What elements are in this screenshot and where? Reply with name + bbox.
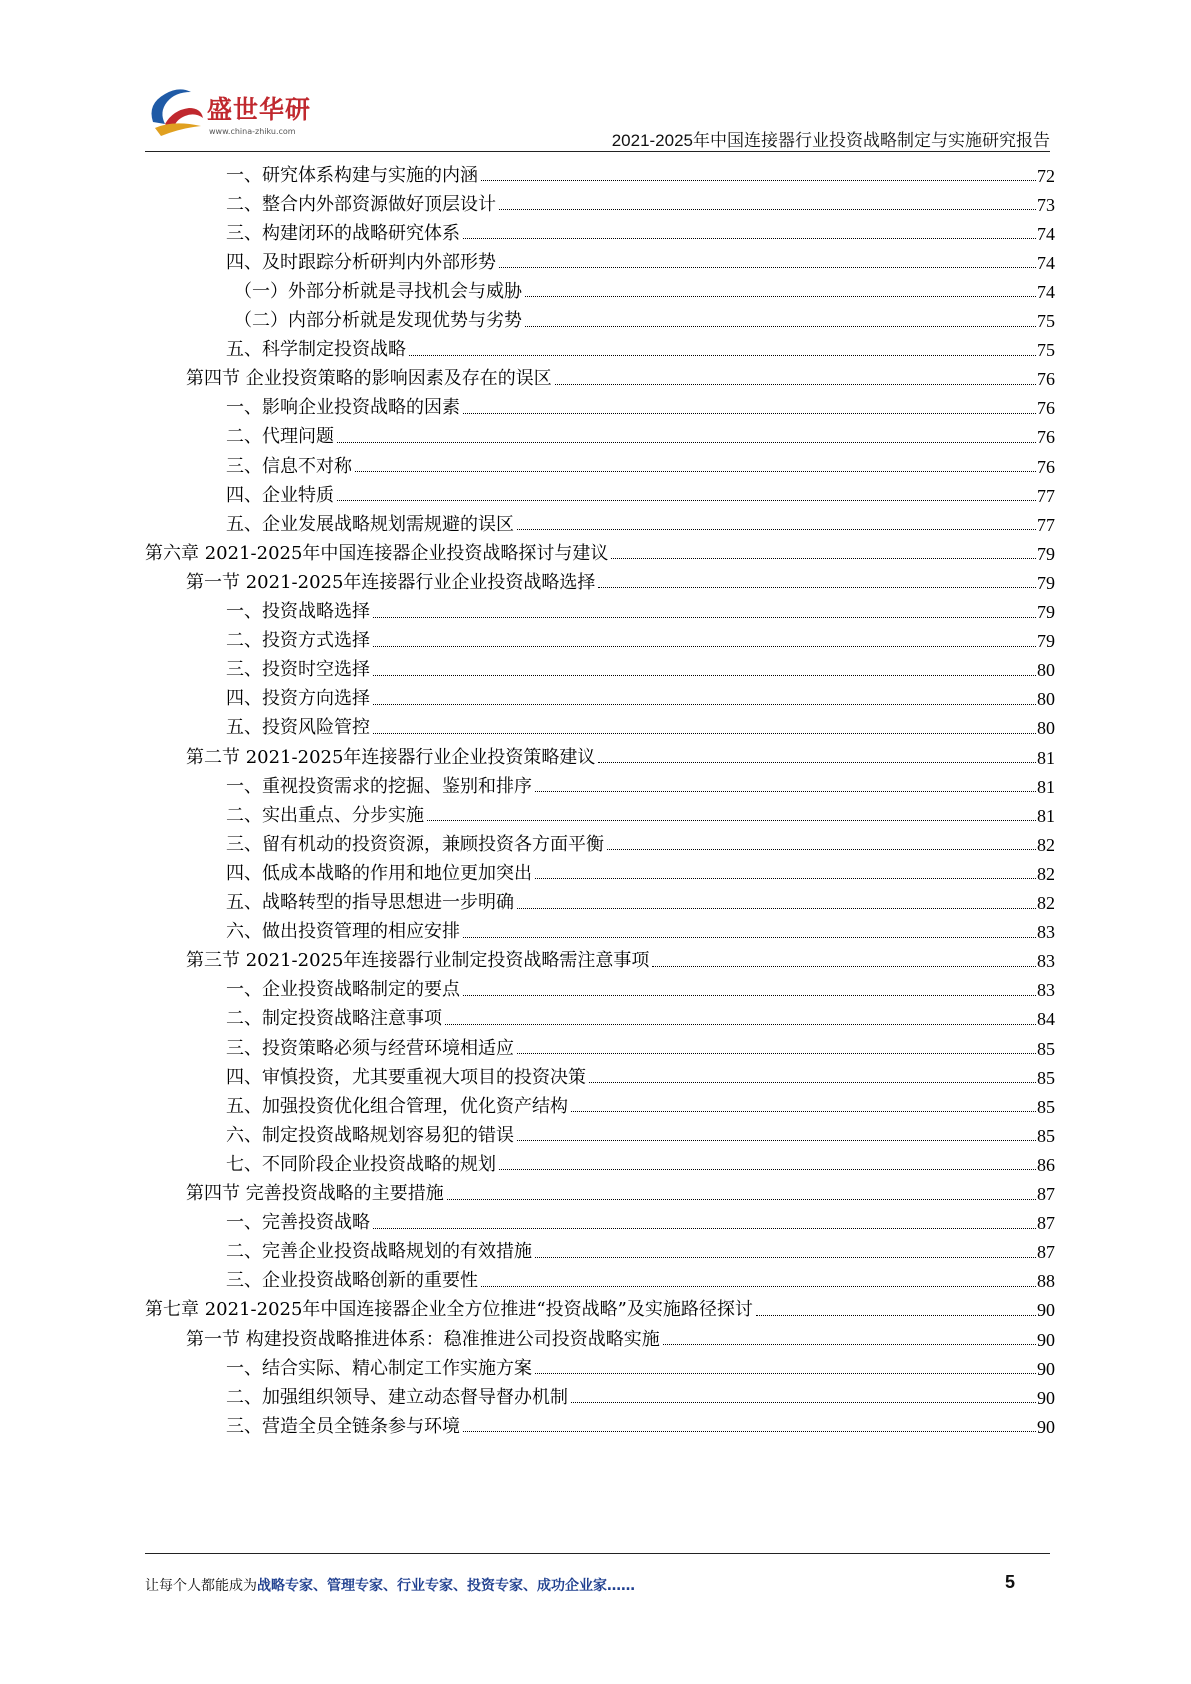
toc-entry[interactable] xyxy=(226,597,1055,628)
toc-entry-title: 三、构建闭环的战略研究体系 xyxy=(226,222,460,244)
dot-leader xyxy=(525,282,1036,297)
dot-leader xyxy=(535,777,1036,792)
toc-entry-title: 五、企业发展战略规划需规避的误区 xyxy=(226,513,514,535)
toc-entry-title: 一、研究体系构建与实施的内涵 xyxy=(226,164,478,186)
toc-entry[interactable] xyxy=(186,567,1055,598)
dot-leader xyxy=(517,1039,1036,1054)
toc-entry[interactable] xyxy=(226,829,1055,860)
dot-leader xyxy=(517,515,1036,530)
toc-entry-title: 四、低成本战略的作用和地位更加突出 xyxy=(226,862,532,884)
toc-entry-page: 82 xyxy=(1037,834,1055,855)
toc-entry-title: 三、投资策略必须与经营环境相适应 xyxy=(226,1037,514,1059)
dot-leader xyxy=(598,748,1036,763)
dot-leader xyxy=(499,195,1036,210)
header-divider xyxy=(145,151,1050,152)
toc-entry-page: 79 xyxy=(1037,631,1055,652)
footer-divider xyxy=(145,1553,1050,1554)
toc-entry[interactable] xyxy=(226,1149,1055,1180)
toc-entry[interactable] xyxy=(226,655,1055,686)
toc-entry-page: 80 xyxy=(1037,660,1055,681)
dot-leader xyxy=(373,603,1036,618)
toc-entry-page: 86 xyxy=(1037,1154,1055,1175)
toc-entry-title: 二、制定投资战略注意事项 xyxy=(226,1008,442,1030)
dot-leader xyxy=(571,1388,1036,1403)
toc-entry-page: 82 xyxy=(1037,863,1055,884)
toc-entry-title: 三、留有机动的投资资源，兼顾投资各方面平衡 xyxy=(226,833,604,855)
toc-entry[interactable] xyxy=(226,451,1055,482)
toc-entry-page: 81 xyxy=(1037,776,1055,797)
dot-leader xyxy=(445,1010,1036,1025)
toc-entry-page: 72 xyxy=(1037,165,1055,186)
dot-leader xyxy=(517,894,1036,909)
dot-leader xyxy=(499,253,1036,268)
toc-entry[interactable] xyxy=(226,189,1055,220)
toc-entry[interactable] xyxy=(226,1266,1055,1297)
toc-entry[interactable] xyxy=(226,1353,1055,1384)
toc-entry-title: 第七章 2021-2025年中国连接器企业全方位推进“投资战略”及实施路径探讨 xyxy=(145,1299,753,1321)
toc-entry[interactable] xyxy=(226,218,1055,249)
toc-entry-title: 五、加强投资优化组合管理，优化资产结构 xyxy=(226,1095,568,1117)
toc-entry-title: 第三节 2021-2025年连接器行业制定投资战略需注意事项 xyxy=(186,950,650,972)
toc-entry[interactable] xyxy=(186,1324,1055,1355)
dot-leader xyxy=(589,1068,1036,1083)
dot-leader xyxy=(499,1155,1036,1170)
toc-entry-page: 75 xyxy=(1037,311,1055,331)
toc-entry[interactable] xyxy=(226,1004,1055,1035)
toc-entry-title: 五、科学制定投资战略 xyxy=(226,339,406,361)
toc-entry[interactable] xyxy=(234,306,1055,337)
toc-entry-page: 73 xyxy=(1037,194,1055,215)
toc-entry-page: 80 xyxy=(1037,718,1055,739)
toc-entry[interactable] xyxy=(226,1237,1055,1268)
toc-entry[interactable] xyxy=(186,742,1055,773)
slogan-highlight: 战略专家、管理专家、行业专家、投资专家、成功企业家…… xyxy=(257,1578,635,1594)
toc-entry-page: 90 xyxy=(1037,1329,1055,1350)
toc-entry-page: 82 xyxy=(1037,893,1055,913)
toc-entry-title: 一、结合实际、精心制定工作实施方案 xyxy=(226,1357,532,1379)
toc-entry[interactable] xyxy=(226,975,1055,1006)
dot-leader xyxy=(337,428,1036,443)
toc-entry-page: 74 xyxy=(1037,223,1055,244)
dot-leader xyxy=(463,224,1036,239)
dot-leader xyxy=(373,661,1036,676)
toc-entry-title: 三、企业投资战略创新的重要性 xyxy=(226,1270,478,1292)
toc-entry-page: 76 xyxy=(1037,369,1055,390)
toc-entry-page: 85 xyxy=(1037,1067,1055,1088)
toc-entry[interactable] xyxy=(145,538,1055,569)
toc-entry-title: 第六章 2021-2025年中国连接器企业投资战略探讨与建议 xyxy=(145,542,609,564)
toc-entry-page: 83 xyxy=(1037,980,1055,1001)
toc-entry-page: 79 xyxy=(1037,572,1055,593)
toc-entry[interactable] xyxy=(186,364,1055,395)
toc-entry-title: 二、整合内外部资源做好顶层设计 xyxy=(226,193,496,215)
toc-entry-title: 四、企业特质 xyxy=(226,484,334,506)
toc-entry-page: 90 xyxy=(1037,1416,1055,1437)
toc-entry-title: 二、加强组织领导、建立动态督导督办机制 xyxy=(226,1386,568,1408)
toc-entry[interactable] xyxy=(226,1120,1055,1151)
toc-entry[interactable] xyxy=(226,480,1055,511)
dot-leader xyxy=(463,981,1036,996)
toc-entry[interactable] xyxy=(226,247,1055,278)
toc-entry-page: 75 xyxy=(1037,340,1055,361)
dot-leader xyxy=(756,1301,1036,1316)
toc-entry-page: 74 xyxy=(1037,281,1055,302)
toc-entry-title: 二、投资方式选择 xyxy=(226,630,370,652)
toc-entry-title: 五、战略转型的指导思想进一步明确 xyxy=(226,892,514,913)
toc-entry-title: （二）内部分析就是发现优势与劣势 xyxy=(234,310,522,331)
toc-entry[interactable] xyxy=(226,626,1055,657)
toc-entry-title: 二、实出重点、分步实施 xyxy=(226,804,424,826)
toc-entry-title: 四、审慎投资，尤其要重视大项目的投资决策 xyxy=(226,1066,586,1088)
toc-entry-title: 二、完善企业投资战略规划的有效措施 xyxy=(226,1241,532,1263)
toc-entry-page: 88 xyxy=(1037,1271,1055,1292)
toc-entry-title: 二、代理问题 xyxy=(226,426,334,448)
toc-entry[interactable] xyxy=(226,888,1055,919)
toc-entry[interactable] xyxy=(226,509,1055,540)
toc-entry-page: 87 xyxy=(1037,1242,1055,1263)
slogan-prefix: 让每个人都能成为 xyxy=(145,1578,257,1594)
dot-leader xyxy=(663,1330,1036,1345)
toc-entry-page: 90 xyxy=(1037,1387,1055,1408)
toc-entry[interactable] xyxy=(226,684,1055,715)
toc-entry-page: 80 xyxy=(1037,689,1055,710)
toc-entry[interactable] xyxy=(226,422,1055,453)
toc-entry-title: 第四节 企业投资策略的影响因素及存在的误区 xyxy=(186,368,552,390)
toc-entry-title: 六、制定投资战略规划容易犯的错误 xyxy=(226,1124,514,1146)
toc-entry[interactable] xyxy=(226,858,1055,889)
dot-leader xyxy=(373,632,1036,647)
toc-entry-title: 三、信息不对称 xyxy=(226,455,352,477)
toc-entry[interactable] xyxy=(226,1382,1055,1413)
toc-entry-page: 87 xyxy=(1037,1213,1055,1234)
dot-leader xyxy=(535,1359,1036,1374)
toc-entry[interactable] xyxy=(186,1179,1055,1210)
toc-entry[interactable] xyxy=(226,1411,1055,1442)
toc-entry-page: 81 xyxy=(1037,747,1055,768)
logo-name: 盛世华研 xyxy=(207,95,312,124)
toc-entry-title: 一、投资战略选择 xyxy=(226,601,370,622)
toc-entry-page: 76 xyxy=(1037,427,1055,448)
toc-entry-title: （一）外部分析就是寻找机会与威胁 xyxy=(234,280,522,302)
page-header xyxy=(145,76,1050,150)
toc-entry-page: 84 xyxy=(1037,1009,1055,1030)
dot-leader xyxy=(337,486,1036,501)
company-logo xyxy=(145,76,315,146)
toc-entry-title: 一、影响企业投资战略的因素 xyxy=(226,397,460,419)
logo-url: www.china-zhiku.com xyxy=(209,127,296,136)
toc-entry[interactable] xyxy=(226,335,1055,366)
toc-entry-page: 76 xyxy=(1037,398,1055,419)
dot-leader xyxy=(463,399,1036,414)
toc-entry-title: 第一节 构建投资战略推进体系：稳准推进公司投资战略实施 xyxy=(186,1328,660,1350)
toc-entry-page: 87 xyxy=(1037,1184,1055,1204)
dot-leader xyxy=(598,573,1036,588)
toc-entry[interactable] xyxy=(226,1208,1055,1239)
dot-leader xyxy=(517,1126,1036,1141)
toc-entry-title: 四、及时跟踪分析研判内外部形势 xyxy=(226,251,496,273)
toc-entry-page: 90 xyxy=(1037,1358,1055,1379)
dot-leader xyxy=(481,166,1036,181)
report-title: 2021-2025年中国连接器行业投资战略制定与实施研究报告 xyxy=(611,131,1050,150)
toc-entry-title: 七、不同阶段企业投资战略的规划 xyxy=(226,1153,496,1175)
toc-entry-page: 79 xyxy=(1037,602,1055,622)
toc-entry-title: 三、投资时空选择 xyxy=(226,659,370,681)
toc-entry-title: 第四节 完善投资战略的主要措施 xyxy=(186,1183,444,1204)
toc-entry-page: 76 xyxy=(1037,456,1055,477)
toc-entry-page: 83 xyxy=(1037,951,1055,972)
dot-leader xyxy=(373,1214,1036,1229)
toc-entry[interactable] xyxy=(145,1295,1055,1326)
dot-leader xyxy=(355,457,1036,472)
toc-entry-title: 六、做出投资管理的相应安排 xyxy=(226,921,460,943)
logo-icon xyxy=(145,80,207,142)
toc-entry-page: 83 xyxy=(1037,922,1055,943)
toc-entry-page: 77 xyxy=(1037,514,1055,535)
toc-entry-page: 85 xyxy=(1037,1038,1055,1059)
toc-entry-title: 一、完善投资战略 xyxy=(226,1212,370,1234)
toc-entry[interactable] xyxy=(226,1033,1055,1064)
dot-leader xyxy=(652,952,1036,967)
toc-entry[interactable] xyxy=(226,160,1055,191)
toc-entry-page: 85 xyxy=(1037,1125,1055,1146)
dot-leader xyxy=(463,1417,1036,1432)
toc-entry[interactable] xyxy=(186,946,1055,977)
toc-entry-page: 74 xyxy=(1037,252,1055,273)
toc-entry[interactable] xyxy=(226,917,1055,948)
dot-leader xyxy=(525,312,1036,327)
toc-entry-page: 85 xyxy=(1037,1096,1055,1117)
toc-entry-title: 三、营造全员全链条参与环境 xyxy=(226,1415,460,1437)
toc-entry[interactable] xyxy=(226,771,1055,802)
toc-entry[interactable] xyxy=(226,1091,1055,1122)
toc-entry[interactable] xyxy=(226,393,1055,424)
dot-leader xyxy=(447,1185,1036,1200)
toc-entry-title: 一、企业投资战略制定的要点 xyxy=(226,979,460,1001)
toc-entry[interactable] xyxy=(226,800,1055,831)
dot-leader xyxy=(611,544,1036,559)
toc-entry[interactable] xyxy=(234,276,1055,307)
dot-leader xyxy=(481,1272,1036,1287)
dot-leader xyxy=(463,923,1036,938)
dot-leader xyxy=(571,1097,1036,1112)
toc-entry-page: 81 xyxy=(1037,805,1055,826)
footer-slogan xyxy=(145,1575,635,1595)
toc-entry-page: 90 xyxy=(1037,1300,1055,1321)
toc-entry-title: 五、投资风险管控 xyxy=(226,717,370,739)
dot-leader xyxy=(373,719,1036,734)
toc-entry-title: 一、重视投资需求的挖掘、鉴别和排序 xyxy=(226,775,532,797)
toc-entry[interactable] xyxy=(226,713,1055,744)
dot-leader xyxy=(373,690,1036,705)
toc-entry[interactable] xyxy=(226,1062,1055,1093)
toc-entry-page: 79 xyxy=(1037,543,1055,564)
toc-entry-title: 第一节 2021-2025年连接器行业企业投资战略选择 xyxy=(186,571,596,593)
toc-entry-title: 第二节 2021-2025年连接器行业企业投资策略建议 xyxy=(186,746,596,768)
dot-leader xyxy=(427,806,1036,821)
dot-leader xyxy=(535,1243,1036,1258)
dot-leader xyxy=(607,835,1036,850)
toc-entry-page: 77 xyxy=(1037,485,1055,506)
dot-leader xyxy=(409,341,1036,356)
dot-leader xyxy=(555,370,1036,385)
page-number: 5 xyxy=(1005,1572,1016,1592)
toc-entry-title: 四、投资方向选择 xyxy=(226,688,370,710)
dot-leader xyxy=(535,864,1036,879)
